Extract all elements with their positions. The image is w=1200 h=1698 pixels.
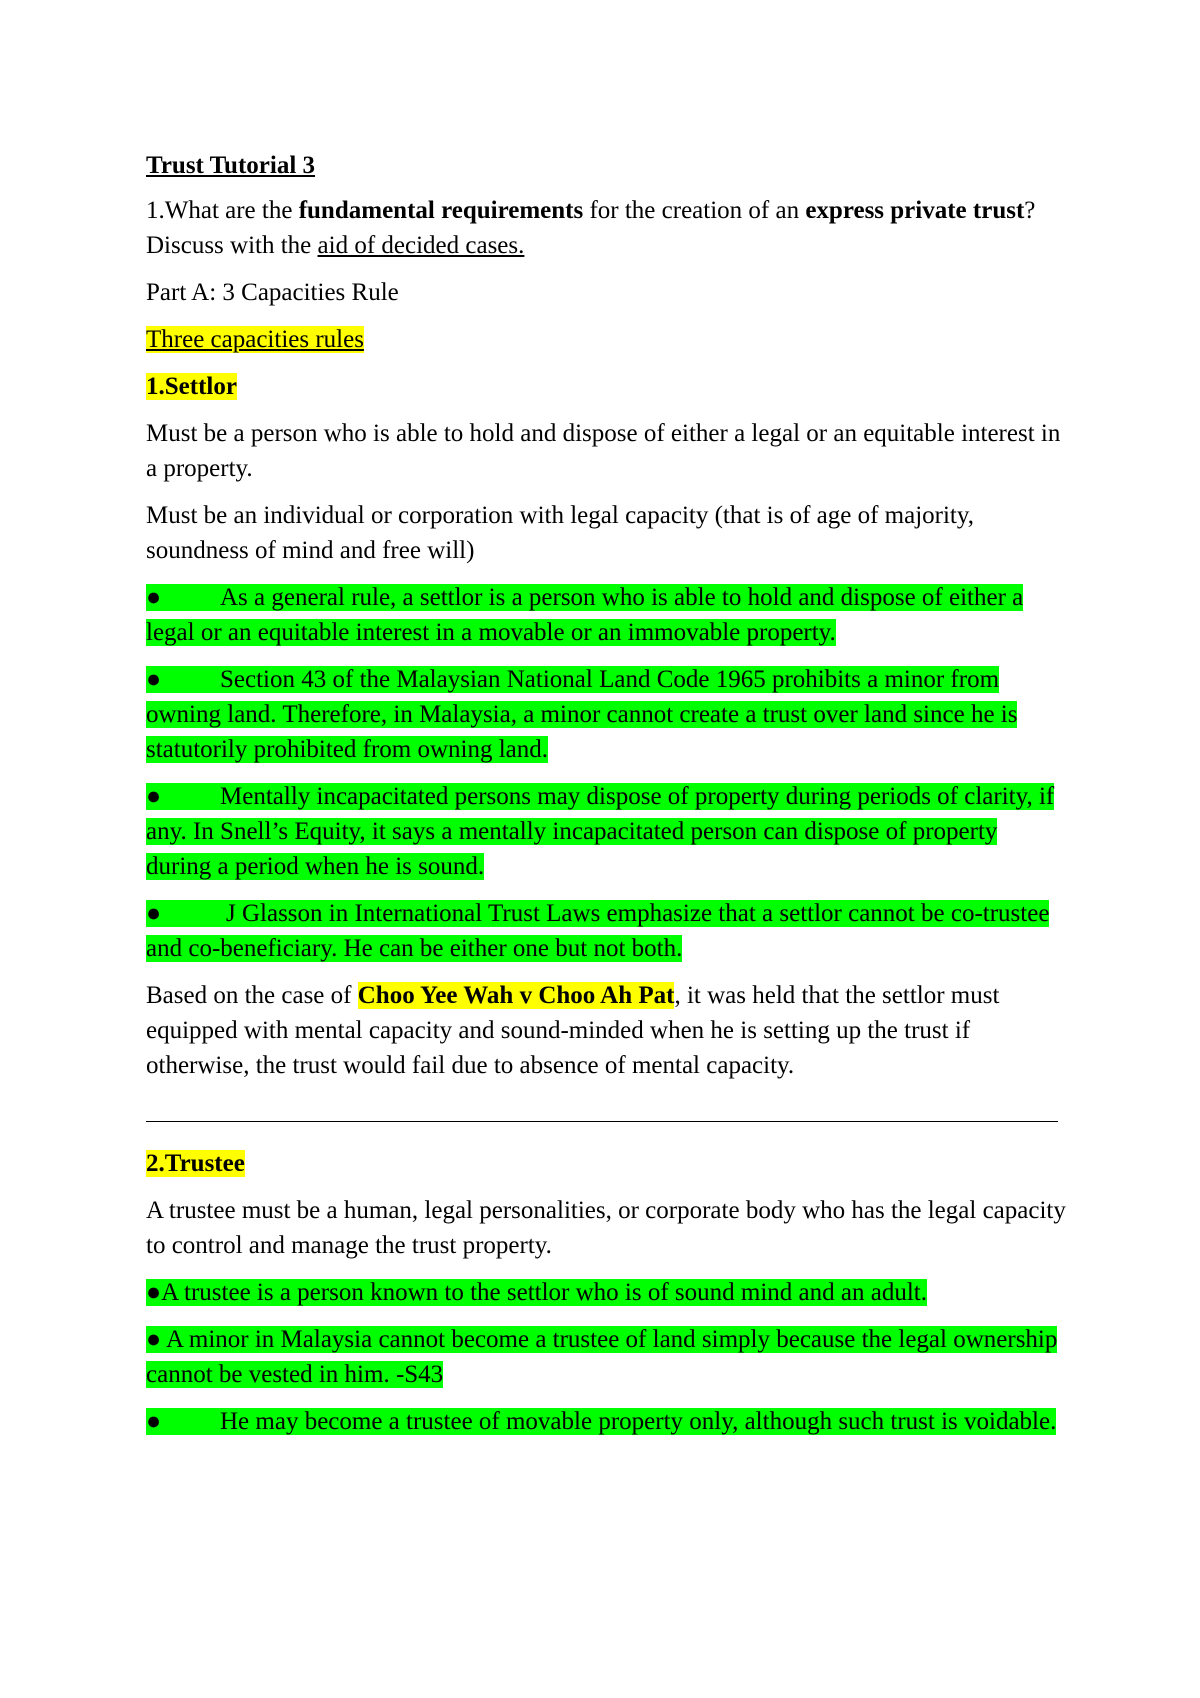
settlor-paragraph: Must be a person who is able to hold and dispose of either a legal or an equitable interest in a property. — [146, 420, 1061, 482]
section-divider — [146, 1121, 1058, 1122]
settlor-bullet-text: Mentally incapacitated persons may dispose of property during periods of clarity, if any. In Snell’s Equity, it says a mentally incapacitated person can dispose of property during a period when he is sound. — [146, 783, 1055, 880]
settlor-bullet — [146, 896, 1066, 966]
question-text: ? Discuss with the — [146, 197, 1036, 259]
settlor-bullet-highlight — [146, 666, 1017, 763]
trustee-bullet — [146, 1404, 1066, 1439]
settlor-bullet-highlight — [146, 584, 1023, 646]
case-text: Based on the case of — [146, 982, 358, 1009]
trustee-heading — [146, 1146, 1066, 1181]
trustee-bullet — [146, 1275, 1066, 1310]
three-capacities-label: Three capacities rules — [146, 326, 364, 353]
settlor-bullet — [146, 779, 1066, 884]
settlor-paragraph: Must be an individual or corporation with legal capacity (that is of age of majority, soundness of mind and free will) — [146, 502, 975, 564]
settlor-bullet-text: As a general rule, a settlor is a person who is able to hold and dispose of either a legal or an equitable interest in a movable or an immovable property. — [146, 584, 1024, 646]
settlor-bullet-text: Section 43 of the Malaysian National Land Code 1965 prohibits a minor from owning land. Therefore, in Malaysia, a minor cannot create a trust over land since he is statutorily prohibited from owning land. — [146, 666, 1018, 763]
case-paragraph — [146, 978, 1066, 1083]
bullet-dot-icon: ● — [146, 783, 162, 810]
case-name: Choo Yee Wah v Choo Ah Pat — [357, 982, 675, 1009]
question-bold-text: fundamental requirements — [298, 197, 584, 224]
trustee-paragraph: A trustee must be a human, legal personalities, or corporate body who has the legal capacity to control and manage the trust property. — [146, 1197, 1066, 1259]
trustee-bullet-text: He may become a trustee of movable property only, although such trust is voidable. — [220, 1408, 1057, 1435]
document-page — [146, 140, 1066, 1451]
settlor-heading-label: 1.Settlor — [146, 373, 237, 400]
question-text: 1.What are the — [146, 197, 299, 224]
document-title: Trust Tutorial 3 — [146, 152, 316, 179]
settlor-heading — [146, 369, 1066, 404]
trustee-bullet — [146, 1322, 1066, 1392]
question-paragraph — [146, 193, 1066, 263]
part-a-heading: Part A: 3 Capacities Rule — [146, 279, 399, 306]
bullet-dot-icon: ● — [146, 1408, 162, 1435]
trustee-bullet-text: ● A minor in Malaysia cannot become a trustee of land simply because the legal ownership cannot be vested in him. -S43 — [146, 1326, 1058, 1388]
case-text: , it was held that the settlor must equipped with mental capacity and sound-minded when he is setting up the trust if otherwise, the trust would fail due to absence of mental capacity. — [146, 982, 1000, 1079]
bullet-dot-icon: ● — [146, 666, 162, 693]
three-capacities-heading — [146, 322, 1066, 357]
bullet-dot-icon: ● — [146, 900, 162, 927]
question-text: for the creation of an — [583, 197, 806, 224]
settlor-bullet — [146, 662, 1066, 767]
question-underlined-text: aid of decided cases. — [317, 232, 525, 259]
settlor-bullet-text: J Glasson in International Trust Laws emphasize that a settlor cannot be co-trustee and co-beneficiary. He can be either one but not both. — [146, 900, 1050, 962]
settlor-bullet — [146, 580, 1066, 650]
question-bold-text: express private trust — [805, 197, 1025, 224]
trustee-bullet-highlight — [146, 1408, 1056, 1435]
trustee-bullet-text: ●A trustee is a person known to the settlor who is of sound mind and an adult. — [146, 1279, 927, 1306]
trustee-heading-label: 2.Trustee — [146, 1150, 245, 1177]
bullet-dot-icon: ● — [146, 584, 162, 611]
settlor-bullet-highlight — [146, 783, 1054, 880]
settlor-bullet-highlight — [146, 900, 1049, 962]
